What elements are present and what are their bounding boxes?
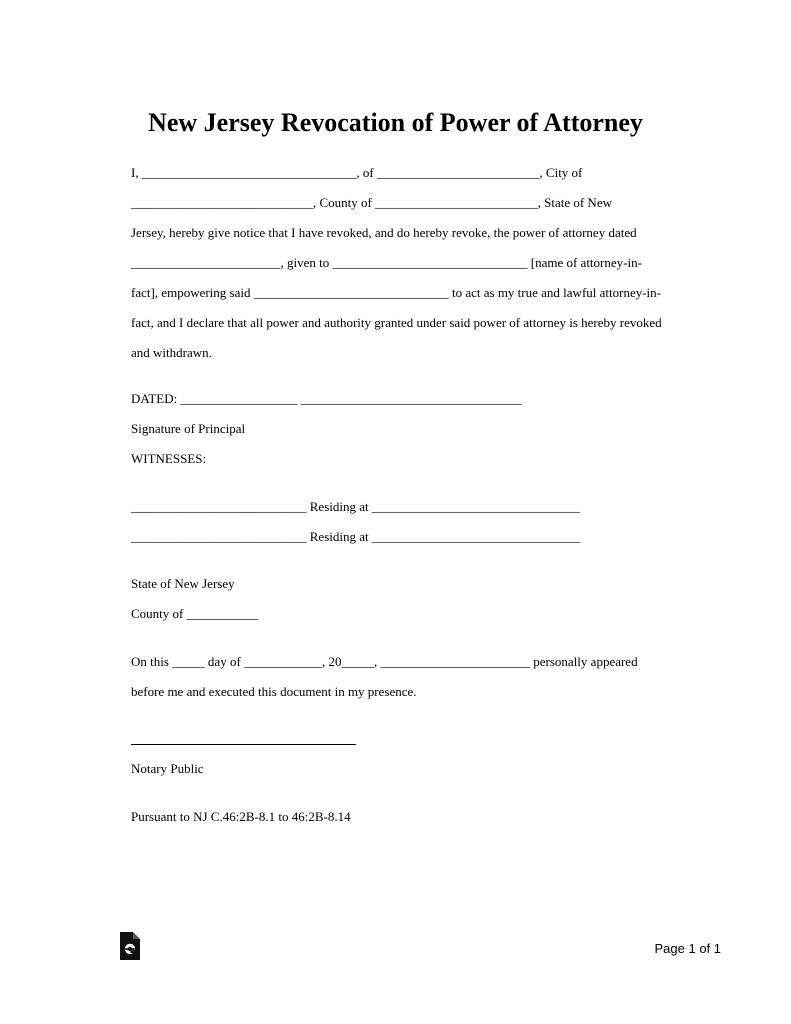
witnesses-label: WITNESSES: [131,451,207,466]
notary-line-1: On this _____ day of ____________, 20_____, _______________________ personally appeared [131,654,638,669]
dated-line: DATED: __________________ __________________________________ [131,391,522,406]
paragraph-line-3: Jersey, hereby give notice that I have revoked, and do hereby revoke, the power of attorney dated [131,225,637,240]
page-number: Page 1 of 1 [654,941,721,956]
document-title: New Jersey Revocation of Power of Attorney [148,108,643,137]
witness-line-1: ___________________________ Residing at ________________________________ [131,499,580,514]
county-line: County of ___________ [131,606,259,621]
paragraph-line-2: ____________________________, County of _________________________, State of New [131,195,612,210]
state-line: State of New Jersey [131,576,235,591]
eforms-logo-icon [120,932,140,960]
statute-line: Pursuant to NJ C.46:2B-8.1 to 46:2B-8.14 [131,809,351,824]
paragraph-line-7: and withdrawn. [131,345,212,360]
paragraph-line-6: fact, and I declare that all power and authority granted under said power of attorney is hereby revoked [131,315,662,330]
paragraph-line-5: fact], empowering said ______________________________ to act as my true and lawful attorney-in- [131,285,661,300]
notary-line-2: before me and executed this document in my presence. [131,684,417,699]
paragraph-line-4: _______________________, given to ______________________________ [name of attorney-in- [131,255,642,270]
notary-signature-rule [131,744,356,745]
notary-public-label: Notary Public [131,761,204,776]
paragraph-line-1: I, _________________________________, of _________________________, City of [131,165,583,180]
witness-line-2: ___________________________ Residing at ________________________________ [131,529,580,544]
signature-label: Signature of Principal [131,421,246,436]
